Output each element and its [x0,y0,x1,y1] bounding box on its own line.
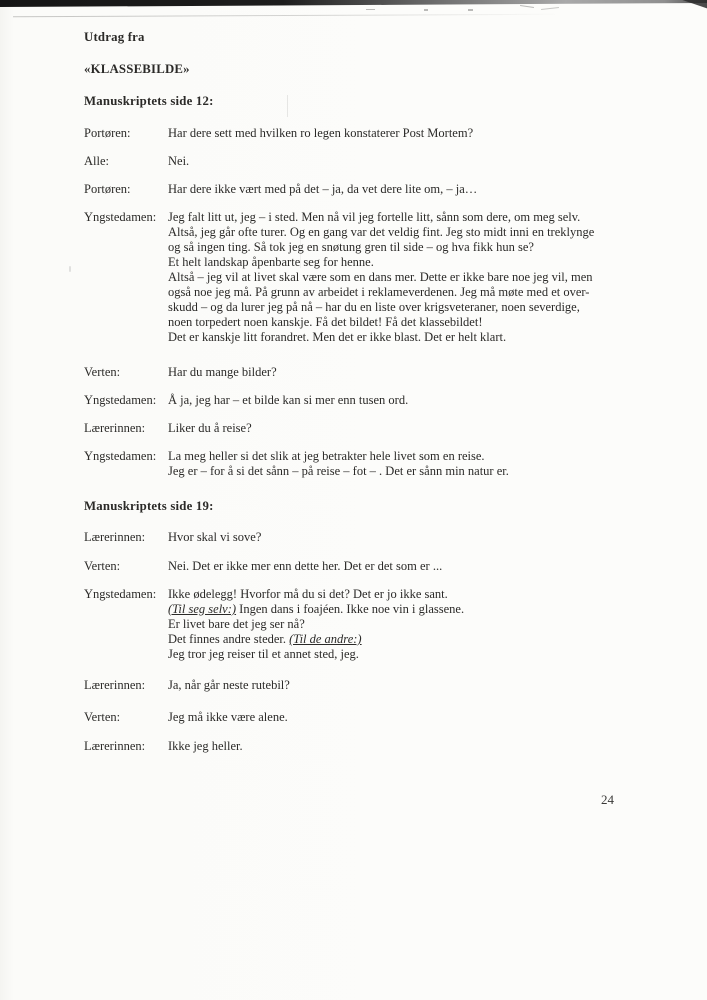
stage-direction: (Til de andre:) [289,632,362,646]
dialogue-entry [84,710,649,725]
section-heading-side-19: Manuskriptets side 19: [84,499,214,513]
speech-line: Et helt landskap åpenbarte seg for henne. [168,255,374,269]
speaker-label: Verten: [84,365,121,379]
dialogue-entry [84,210,649,345]
speech-text [168,559,649,574]
speaker-label: Lærerinnen: [84,739,146,753]
dialogue-entry [84,182,649,197]
speech-line: Er livet bare det jeg ser nå? [168,617,305,631]
speech-text [168,678,649,693]
speech-line: Hvor skal vi sove? [168,530,262,544]
excerpt-label: Utdrag fra [84,30,145,44]
speech-line: Liker du å reise? [168,421,252,435]
speech-text [168,421,649,436]
dialogue-entry [84,393,649,408]
speaker-label: Alle: [84,154,109,168]
speaker-label: Verten: [84,710,121,724]
speech-line: Jeg er – for å si det sånn – på reise – fot – . Det er sånn min natur er. [168,464,509,478]
speaker-label: Yngstedamen: [84,393,157,407]
speech-line: skudd – og da lurer jeg på nå – har du en liste over krigsveteraner, noen severdige, [168,300,580,314]
speech-line: Ikke ødelegg! Hvorfor må du si det? Det er jo ikke sant. [168,587,448,601]
stage-direction: (Til seg selv:) [168,602,237,616]
speech-line: La meg heller si det slik at jeg betrakter hele livet som en reise. [168,449,485,463]
play-title: «KLASSEBILDE» [84,62,190,76]
dialogue-entry [84,154,649,169]
speech-line: noen torpedert noen kanskje. Få det bildet! Få det klassebildet! [168,315,483,329]
speech-line: Har du mange bilder? [168,365,277,379]
speech-line: Ikke jeg heller. [168,739,243,753]
speaker-label: Lærerinnen: [84,678,146,692]
speech-line-fragment: Ingen dans i foajéen. Ikke noe vin i glassene. [236,602,465,616]
speaker-label: Yngstedamen: [84,210,157,224]
speech-line: også noe jeg må. På grunn av arbeidet i reklameverdenen. Jeg må møte med et over- [168,285,590,299]
dialogue-entry [84,739,649,754]
speech-line: Det er kanskje litt forandret. Men det er ikke blast. Det er helt klart. [168,330,507,344]
speech-line: Å ja, jeg har – et bilde kan si mer enn tusen ord. [168,393,409,407]
speaker-label: Portøren: [84,126,131,140]
dialogue-entry [84,449,649,479]
speech-text [168,210,649,345]
speaker-label: Portøren: [84,182,131,196]
speech-text [168,365,649,380]
speech-line: Har dere ikke vært med på det – ja, da vet dere lite om, – ja… [168,182,478,196]
speech-line: og så ingen ting. Så tok jeg en snøtung gren til side – og hva fikk hun se? [168,240,534,254]
speaker-label: Verten: [84,559,121,573]
speech-text [168,154,649,169]
speech-line: Jeg tror jeg reiser til et annet sted, jeg. [168,647,359,661]
speech-text [168,449,649,479]
dialogue-entry [84,559,649,574]
dialogue-entry [84,421,649,436]
speech-text [168,182,649,197]
speech-text [168,393,649,408]
speech-line: Nei. [168,154,190,168]
speech-line: Jeg falt litt ut, jeg – i sted. Men nå vil jeg fortelle litt, sånn som dere, om meg selv. [168,210,581,224]
speech-text [168,587,649,662]
dialogue-entry [84,587,649,662]
speech-line: Altså, jeg går ofte turer. Og en gang var det veldig fint. Jeg sto midt inni en treklynge [168,225,595,239]
dialogue-entry [84,678,649,693]
speech-text [168,710,649,725]
speech-text [168,126,649,141]
dialogue-entry [84,126,649,141]
speech-line: Har dere sett med hvilken ro legen konstaterer Post Mortem? [168,126,474,140]
speech-line [168,632,649,647]
speaker-label: Yngstedamen: [84,449,157,463]
speech-line: Jeg må ikke være alene. [168,710,288,724]
speaker-label: Lærerinnen: [84,530,146,544]
dialogue-entry [84,530,649,545]
section-heading-side-12: Manuskriptets side 12: [84,94,214,108]
speech-line: Altså – jeg vil at livet skal være som en dans mer. Dette er ikke bare noe jeg vil, men [168,270,593,284]
speech-line [168,602,649,617]
speech-line-fragment: Det finnes andre steder. [168,632,290,646]
speaker-label: Lærerinnen: [84,421,146,435]
speech-line: Ja, når går neste rutebil? [168,678,290,692]
speech-text [168,530,649,545]
page-number: 24 [601,792,614,807]
speech-text [168,739,649,754]
speaker-label: Yngstedamen: [84,587,157,601]
speech-line: Nei. Det er ikke mer enn dette her. Det er det som er ... [168,559,443,573]
dialogue-entry [84,365,649,380]
